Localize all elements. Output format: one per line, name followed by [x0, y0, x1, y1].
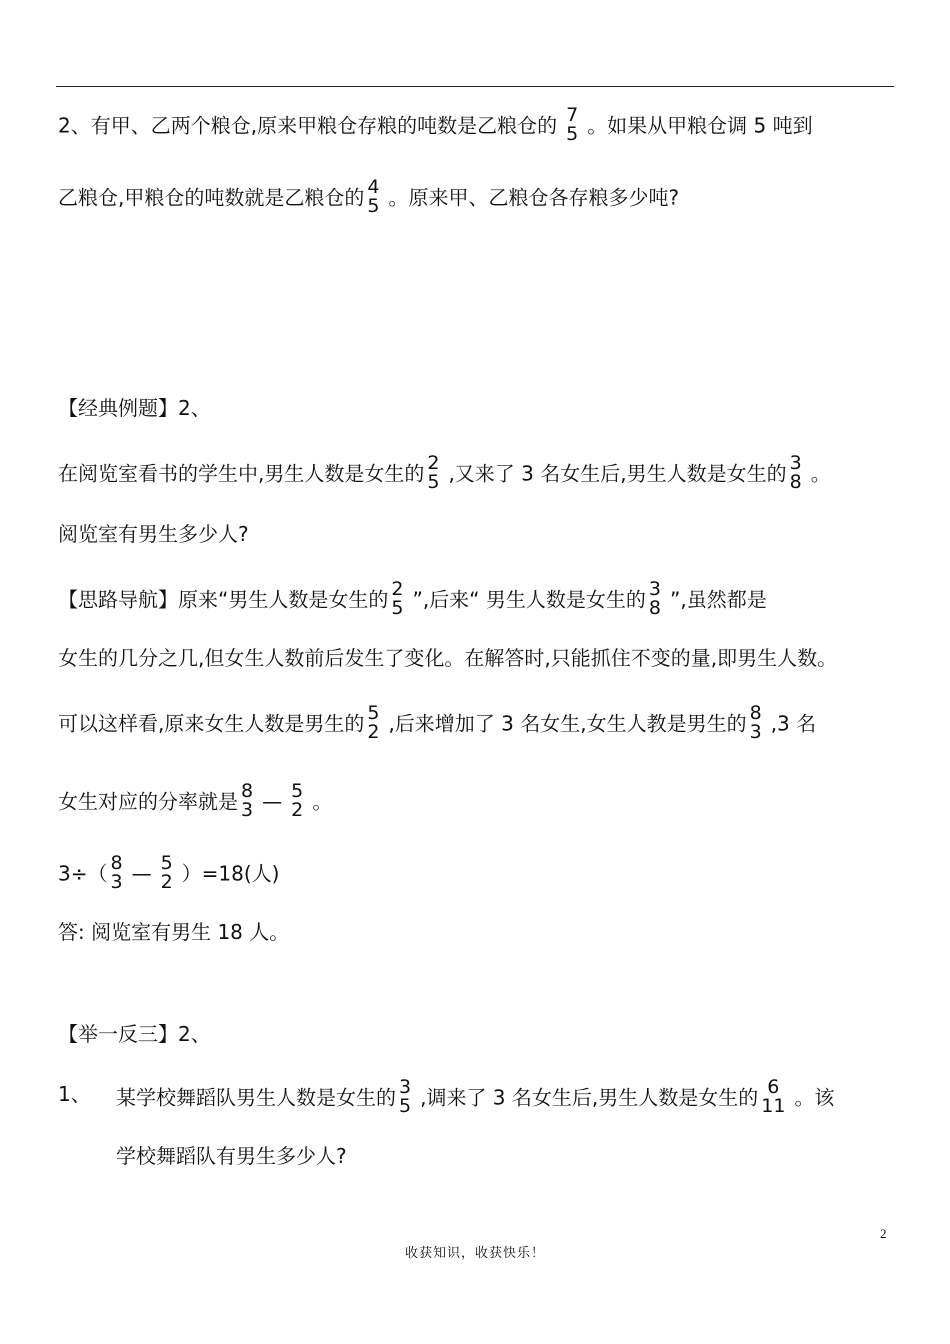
fraction: 3 5: [399, 1076, 412, 1117]
fraction: 6 11: [761, 1076, 786, 1117]
practice-line-2: 学校舞蹈队有男生多少人?: [116, 1144, 347, 1168]
problem-2-text-a: 2、有甲、乙两个粮仓,原来甲粮仓存粮的吨数是乙粮仓的: [58, 113, 558, 138]
fraction: 8 3: [241, 780, 254, 821]
example-line-2: 阅览室有男生多少人?: [58, 522, 249, 546]
problem-2-text-d: 。原来甲、乙粮仓各存粮多少吨?: [388, 185, 680, 210]
guide-text-l4b: 。: [312, 789, 333, 814]
fraction: 4 5: [367, 176, 380, 217]
practice-text-b: ,调来了 3 名女生后,男生人数是女生的: [420, 1085, 759, 1110]
practice-number: 1、: [58, 1082, 91, 1106]
guide-line-2: 女生的几分之几,但女生人数前后发生了变化。在解答时,只能抓住不变的量,即男生人数。: [58, 646, 838, 670]
fraction: 5 2: [291, 780, 304, 821]
guide-text-l3c: ,3 名: [770, 711, 817, 736]
practice-line-1: [116, 1076, 835, 1118]
practice-heading: 【举一反三】2、: [58, 1022, 211, 1046]
example-text-a: 在阅览室看书的学生中,男生人数是女生的: [58, 461, 425, 486]
fraction: 3 8: [789, 452, 802, 493]
problem-2-line-1: [58, 104, 813, 146]
problem-2-line-2: [58, 176, 680, 218]
guide-line-1: [58, 578, 767, 620]
header-rule: [56, 86, 894, 87]
fraction: 2 5: [391, 578, 404, 619]
calc-line: [58, 852, 280, 894]
guide-text-l3b: ,后来增加了 3 名女生,女生人教是男生的: [388, 711, 747, 736]
minus-sign: —: [262, 789, 283, 814]
page-footer: 收获知识，收获快乐！: [404, 1246, 545, 1261]
practice-text-a: 某学校舞蹈队男生人数是女生的: [116, 1085, 396, 1110]
page-number: 2: [880, 1226, 887, 1241]
fraction: 5 2: [160, 852, 173, 893]
calc-text-b: ）=18(人): [181, 861, 280, 886]
guide-line-4: [58, 780, 333, 822]
fraction: 2 5: [427, 452, 440, 493]
answer-line: 答: 阅览室有男生 18 人。: [58, 920, 290, 944]
problem-2-text-c: 乙粮仓,甲粮仓的吨数就是乙粮仓的: [58, 185, 365, 210]
practice-text-c: 。该: [794, 1085, 835, 1110]
fraction: 8 3: [749, 702, 762, 743]
guide-text-b: ”,后来“ 男生人数是女生的: [412, 587, 646, 612]
problem-2-text-b: 。如果从甲粮仓调 5 吨到: [587, 113, 813, 138]
guide-text-l3a: 可以这样看,原来女生人数是男生的: [58, 711, 365, 736]
fraction: 3 8: [648, 578, 661, 619]
guide-text-a: 【思路导航】原来“男生人数是女生的: [58, 587, 389, 612]
fraction: 5 2: [367, 702, 380, 743]
guide-text-c: ”,虽然都是: [670, 587, 767, 612]
example-text-b: ,又来了 3 名女生后,男生人数是女生的: [448, 461, 787, 486]
guide-text-l4a: 女生对应的分率就是: [58, 789, 238, 814]
calc-text-a: 3÷（: [58, 861, 108, 886]
fraction: 8 3: [110, 852, 123, 893]
fraction: 7 5: [566, 104, 579, 145]
guide-line-3: [58, 702, 817, 744]
minus-sign: —: [131, 861, 152, 886]
example-text-c: 。: [810, 461, 831, 486]
example-line-1: [58, 452, 831, 494]
example-heading: 【经典例题】2、: [58, 396, 211, 420]
